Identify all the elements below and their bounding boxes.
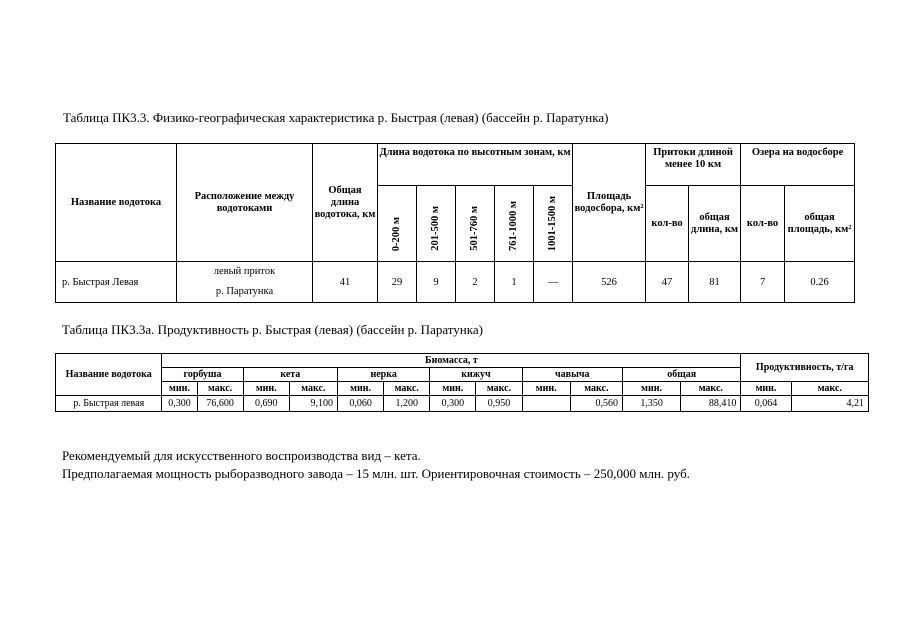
t2-header-min: мин. [430,382,476,396]
t2-cell: 76,600 [197,396,243,412]
header-zone-0: 0-200 м [378,186,417,262]
cell-name: р. Быстрая Левая [56,262,177,303]
cell-trib-length: 81 [689,262,741,303]
header-lakes-count: кол-во [741,186,785,262]
header-lakes-group: Озера на водосборе [741,144,855,186]
t2-cell: 0,950 [476,396,522,412]
t2-cell: 1,350 [622,396,680,412]
cell-location [177,262,313,303]
t2-header-min: мин. [741,382,791,396]
recommendation-text: Рекомендуемый для искусственного воспроизводства вид – кета. [62,448,421,463]
t2-header-max: макс. [791,382,868,396]
header-lakes-area: общая площадь, км² [785,186,855,262]
t2-header-min: мин. [622,382,680,396]
t2-header-max: макс. [384,382,430,396]
t2-cell: 0,300 [430,396,476,412]
header-location: Расположение между водотоками [177,144,313,262]
header-total-length: Общая длина водотока, км [313,144,378,262]
t2-cell: 0,300 [162,396,197,412]
t2-header-min: мин. [522,382,570,396]
t2-header-biomass: Биомасса, т [162,354,741,368]
cell-zone-1: 9 [417,262,456,303]
t2-header-name: Название водотока [56,354,162,396]
header-name: Название водотока [56,144,177,262]
cell-total-length: 41 [313,262,378,303]
t2-cell: 0,690 [243,396,289,412]
header-zone-2: 501-760 м [456,186,495,262]
t2-header-species-5: общая [622,368,740,382]
table-row [56,396,869,412]
t2-header-species-1: кета [243,368,337,382]
cell-zone-3: 1 [495,262,534,303]
cell-zone-0: 29 [378,262,417,303]
header-area: Площадь водосбора, км² [573,144,646,262]
t2-header-max: макс. [289,382,337,396]
t2-cell [522,396,570,412]
t2-header-species-2: нерка [337,368,429,382]
t2-header-max: макс. [570,382,622,396]
cell-area: 526 [573,262,646,303]
t2-header-min: мин. [243,382,289,396]
cell-zone-4: — [534,262,573,303]
capacity-cost-text: Предполагаемая мощность рыборазводного завода – 15 млн. шт. Ориентировочная стоимость – 250,000 млн. руб. [62,466,690,481]
header-zones-group: Длина водотока по высотным зонам, км [378,144,573,186]
t2-cell: 9,100 [289,396,337,412]
table1-caption: Таблица ПК3.3. Физико-географическая характеристика р. Быстрая (левая) (бассейн р. Паратунка) [63,110,609,125]
header-zone-1: 201-500 м [417,186,456,262]
t2-header-max: макс. [681,382,741,396]
t2-header-species-3: кижуч [430,368,522,382]
cell-location-line2: р. Паратунка [215,286,274,297]
t2-cell: 0,560 [570,396,622,412]
t2-cell: 88,410 [681,396,741,412]
t2-header-min: мин. [337,382,383,396]
cell-zone-2: 2 [456,262,495,303]
header-zone-4: 1001-1500 м [534,186,573,262]
t2-header-max: макс. [197,382,243,396]
header-tributaries-group: Притоки длиной менее 10 км [646,144,741,186]
cell-lakes-count: 7 [741,262,785,303]
t2-header-species-0: горбуша [162,368,243,382]
cell-trib-count: 47 [646,262,689,303]
productivity-table [55,353,869,412]
t2-cell-name: р. Быстрая левая [56,396,162,412]
cell-lakes-area: 0.26 [785,262,855,303]
t2-header-productivity: Продуктивность, т/га [741,354,869,382]
physical-geography-table [55,143,855,303]
t2-cell: 0,060 [337,396,383,412]
t2-header-species-4: чавыча [522,368,622,382]
t2-header-min: мин. [162,382,197,396]
t2-cell: 0,064 [741,396,791,412]
table2-caption: Таблица ПК3.3а. Продуктивность р. Быстрая (левая) (бассейн р. Паратунка) [62,322,483,337]
t2-cell: 1,200 [384,396,430,412]
t2-cell: 4,21 [791,396,868,412]
header-zone-3: 761-1000 м [495,186,534,262]
table-row [56,262,855,303]
header-trib-length: общая длина, км [689,186,741,262]
header-trib-count: кол-во [646,186,689,262]
t2-header-max: макс. [476,382,522,396]
cell-location-line1: левый приток [213,266,276,277]
